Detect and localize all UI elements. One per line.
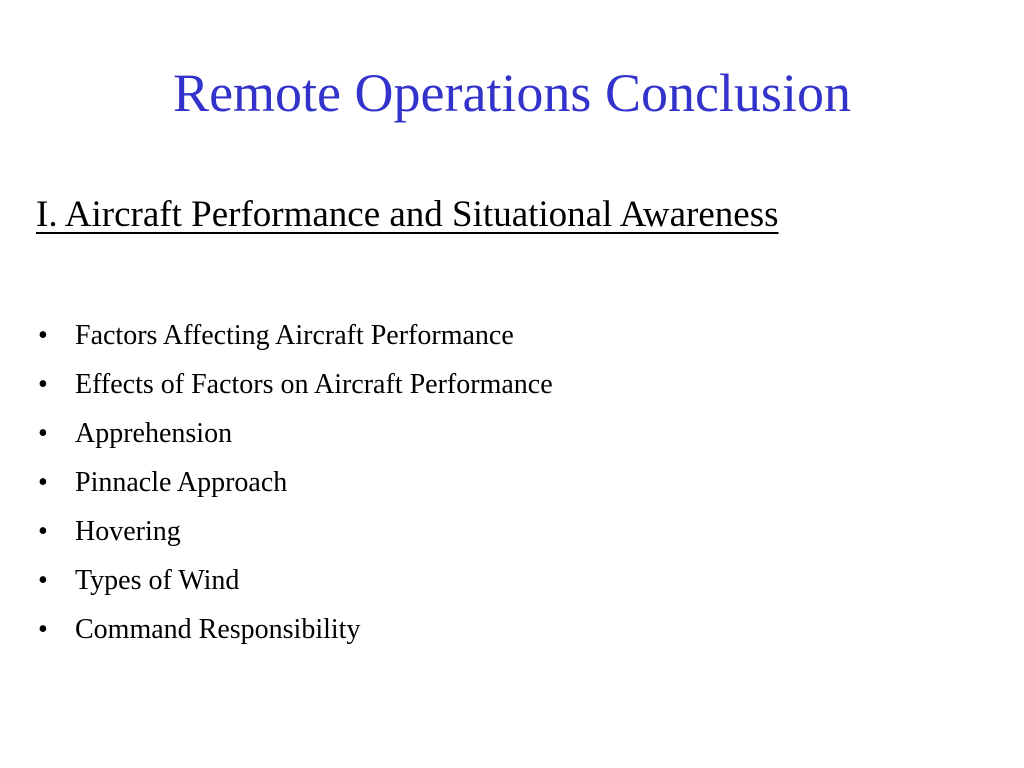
- slide-title: Remote Operations Conclusion: [173, 63, 851, 123]
- bullet-text: Pinnacle Approach: [75, 467, 288, 498]
- bullet-point-icon: •: [38, 614, 48, 645]
- bullet-point-icon: •: [38, 418, 48, 449]
- bullet-point-icon: •: [38, 467, 48, 498]
- bullet-text: Command Responsibility: [75, 614, 361, 645]
- bullet-text: Hovering: [75, 516, 181, 547]
- bullet-text: Types of Wind: [75, 565, 240, 596]
- bullet-text: Factors Affecting Aircraft Performance: [75, 320, 514, 351]
- bullet-text: Effects of Factors on Aircraft Performance: [75, 369, 553, 400]
- bullet-text: Apprehension: [75, 418, 233, 449]
- bullet-point-icon: •: [38, 369, 48, 400]
- bullet-point-icon: •: [38, 565, 48, 596]
- bullet-point-icon: •: [38, 516, 48, 547]
- bullet-point-icon: •: [38, 320, 48, 351]
- section-heading: I. Aircraft Performance and Situational Awareness: [36, 194, 779, 235]
